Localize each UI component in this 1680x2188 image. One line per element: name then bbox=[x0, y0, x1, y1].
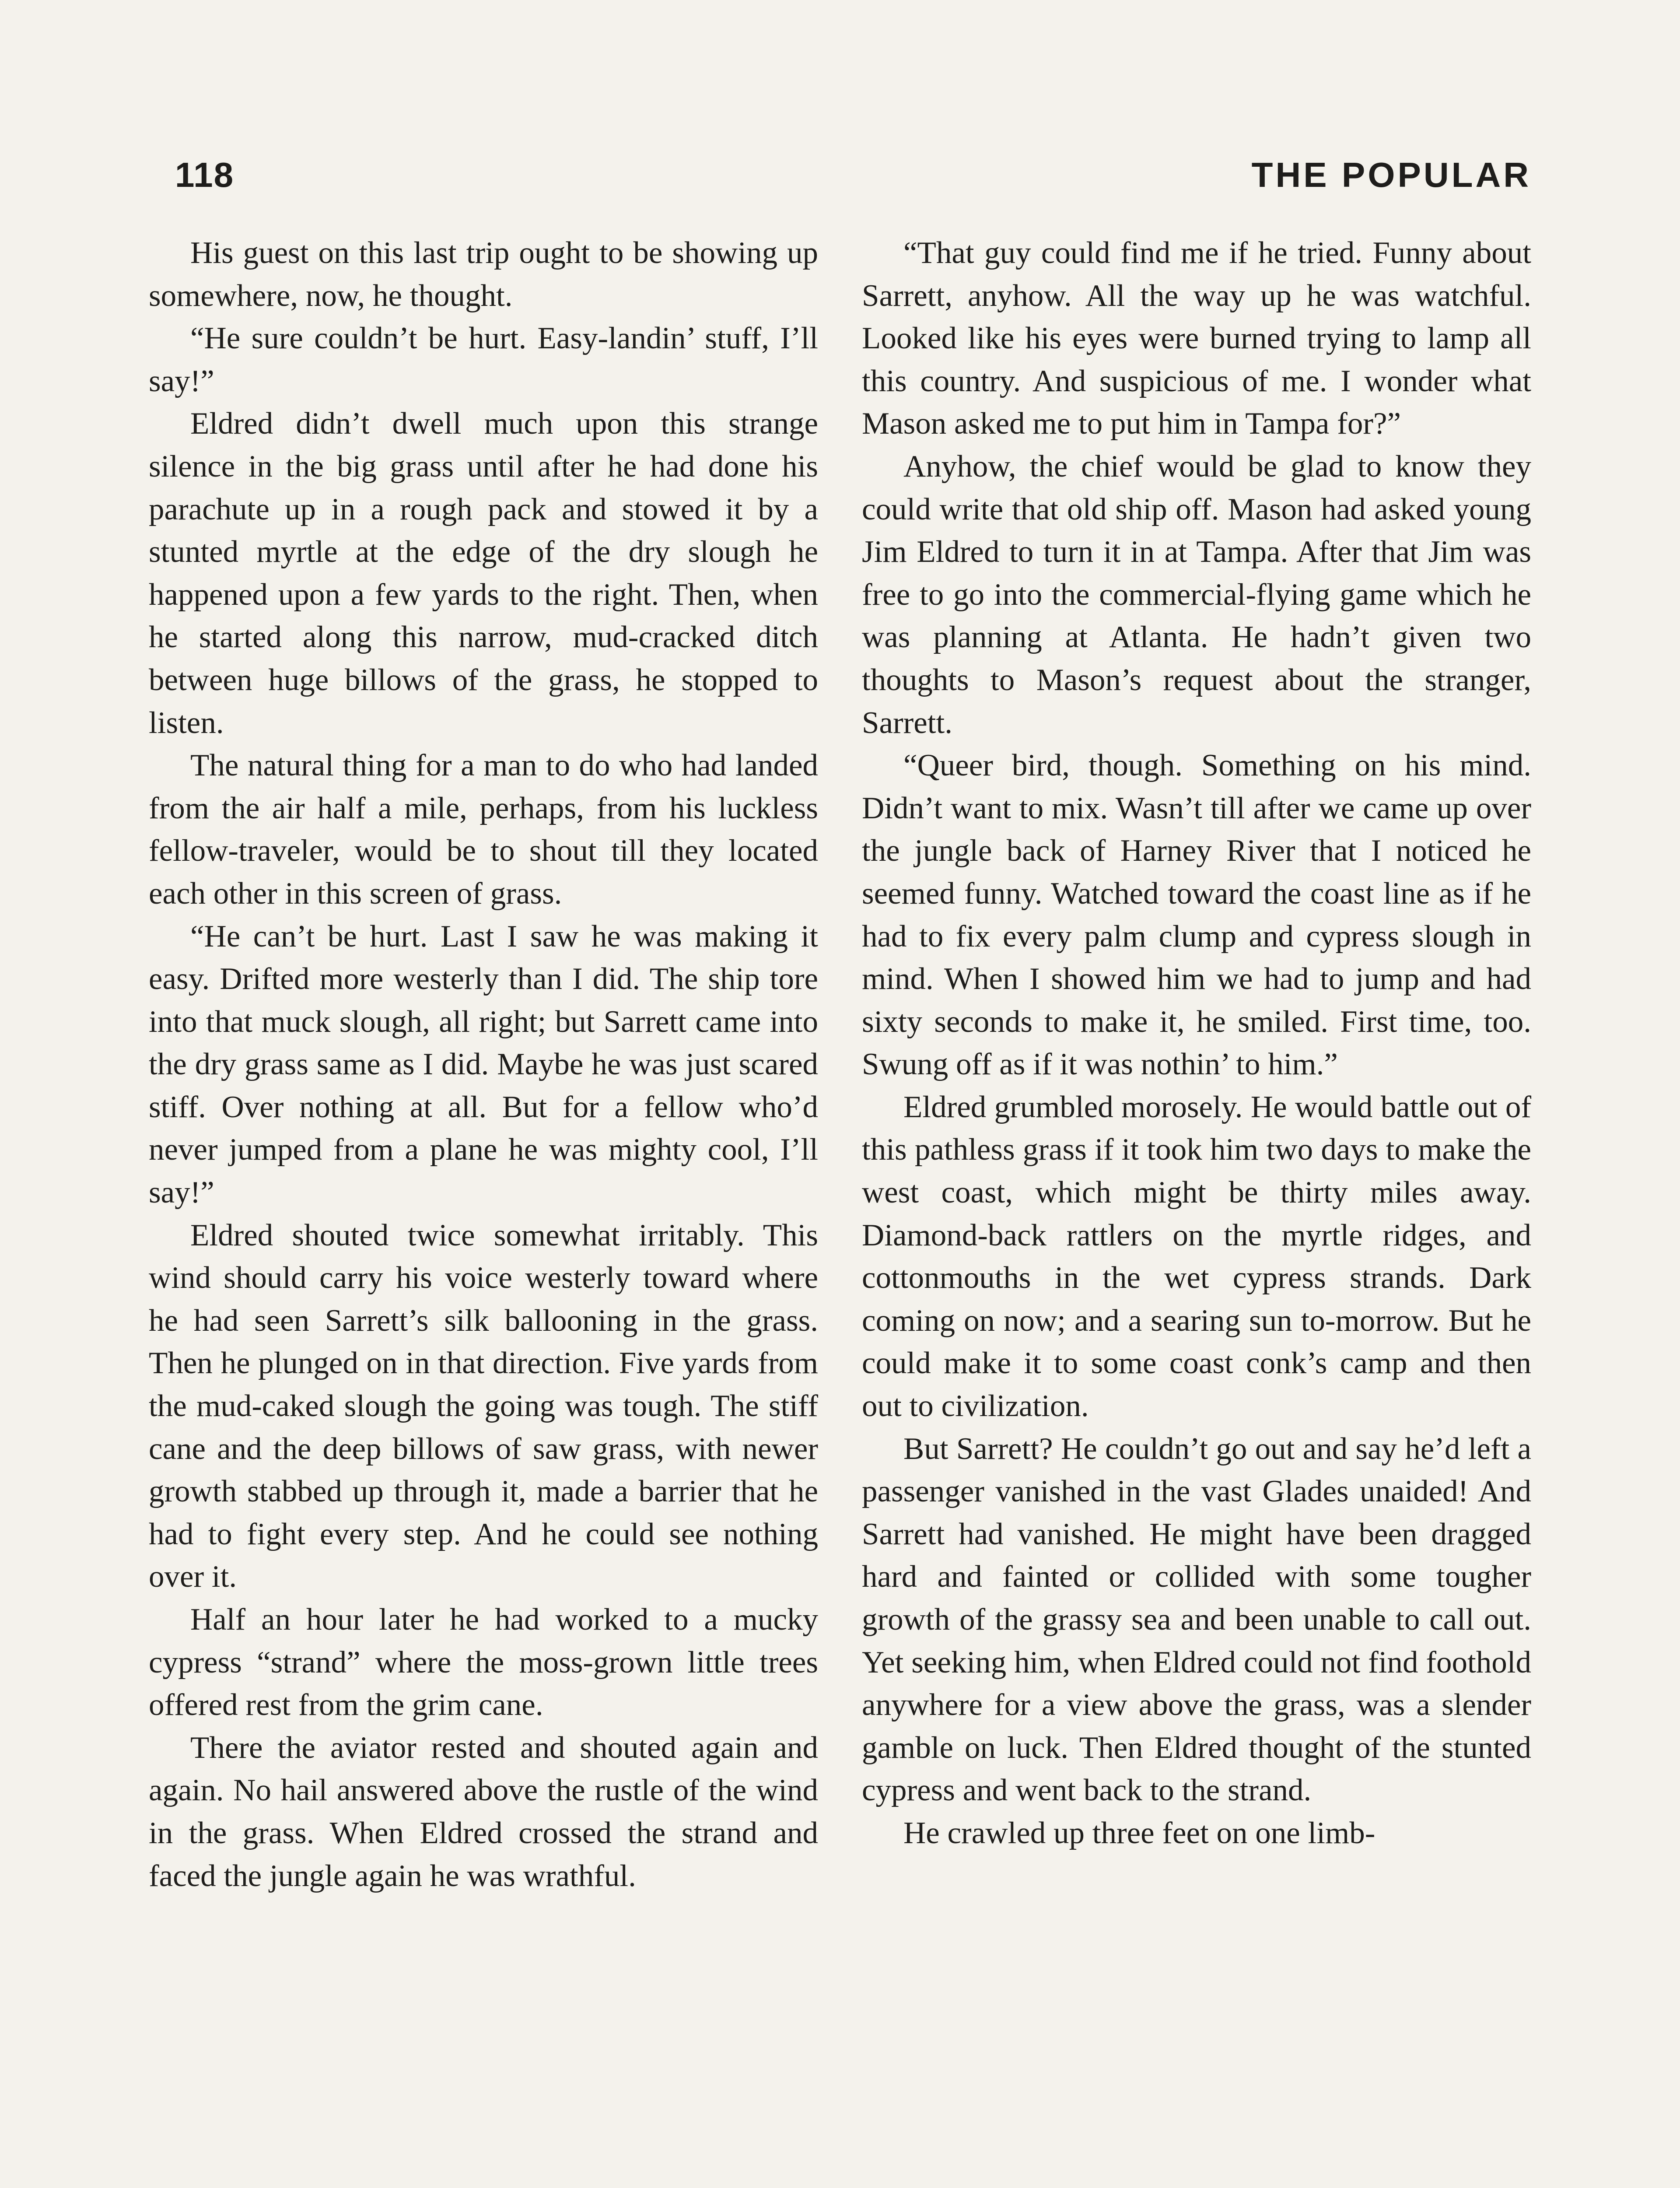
paragraph: Eldred didn’t dwell much upon this strange silence in the big grass until after he had done his parachute up in a rough pack and stowed it by a stunted myrtle at the edge of the dry slough he happened upon a few yards to the right. Then, when he started along this narrow, mud-cracked ditch between huge billows of the grass, he stopped to listen. bbox=[149, 407, 818, 740]
paragraph: The natural thing for a man to do who had landed from the air half a mile, perhaps, from his luckless fellow-traveler, would be to shout till they located each other in this screen of grass. bbox=[149, 748, 818, 911]
left-column bbox=[149, 232, 818, 1897]
running-title: THE POPULAR bbox=[1251, 155, 1531, 194]
paragraph: “He sure couldn’t be hurt. Easy-landin’ stuff, I’ll say!” bbox=[149, 321, 818, 398]
paragraph: “He can’t be hurt. Last I saw he was making it easy. Drifted more westerly than I did. The ship tore into that muck slough, all right; but Sarrett came into the dry grass same as I did. Maybe he was just scared stiff. Over nothing at all. But for a fellow who’d never jumped from a plane he was mighty cool, I’ll say!” bbox=[149, 919, 818, 1210]
right-column bbox=[862, 232, 1531, 1855]
paragraph: There the aviator rested and shouted again and again. No hail answered above the rustle of the wind in the grass. When Eldred crossed the strand and faced the jungle again he was wrathful. bbox=[149, 1730, 818, 1893]
paragraph: Half an hour later he had worked to a mucky cypress “strand” where the moss-grown little trees offered rest from the grim cane. bbox=[149, 1602, 818, 1722]
page-header bbox=[175, 149, 1531, 206]
paragraph: But Sarrett? He couldn’t go out and say he’d left a passenger vanished in the vast Glades unaided! And Sarrett had vanished. He might have been dragged hard and fainted or collided with some tougher growth of the grassy sea and been unable to call out. Yet seeking him, when Eldred could not find foothold anywhere for a view above the grass, was a slender gamble on luck. Then Eldred thought of the stunted cypress and went back to the strand. bbox=[862, 1431, 1531, 1808]
paragraph: His guest on this last trip ought to be showing up somewhere, now, he thought. bbox=[149, 236, 818, 313]
paragraph: He crawled up three feet on one limb- bbox=[903, 1816, 1376, 1850]
paragraph: “Queer bird, though. Something on his mind. Didn’t want to mix. Wasn’t till after we came up over the jungle back of Harney River that I noticed he seemed funny. Watched toward the coast line as if he had to fix every palm clump and cypress slough in mind. When I showed him we had to jump and had sixty seconds to make it, he smiled. First time, too. Swung off as if it was nothin’ to him.” bbox=[862, 748, 1531, 1082]
paragraph: “That guy could find me if he tried. Funny about Sarrett, anyhow. All the way up he was watchful. Looked like his eyes were burned trying to lamp all this country. And suspicious of me. I wonder what Mason asked me to put him in Tampa for?” bbox=[862, 236, 1531, 441]
page-number: 118 bbox=[175, 155, 234, 194]
paragraph: Anyhow, the chief would be glad to know they could write that old ship off. Mason had asked young Jim Eldred to turn it in at Tampa. After that Jim was free to go into the commercial-flying game which he was planning at Atlanta. He hadn’t given two thoughts to Mason’s request about the stranger, Sarrett. bbox=[862, 449, 1531, 740]
paragraph: Eldred shouted twice somewhat irritably. This wind should carry his voice westerly toward where he had seen Sarrett’s silk ballooning in the grass. Then he plunged on in that direction. Five yards from the mud-caked slough the going was tough. The stiff cane and the deep billows of saw grass, with newer growth stabbed up through it, made a barrier that he had to fight every step. And he could see nothing over it. bbox=[149, 1218, 818, 1594]
paragraph: Eldred grumbled morosely. He would battle out of this pathless grass if it took him two days to make the west coast, which might be thirty miles away. Diamond-back rattlers on the myrtle ridges, and cottonmouths in the wet cypress strands. Dark coming on now; and a searing sun to-morrow. But he could make it to some coast conk’s camp and then out to civilization. bbox=[862, 1090, 1531, 1424]
